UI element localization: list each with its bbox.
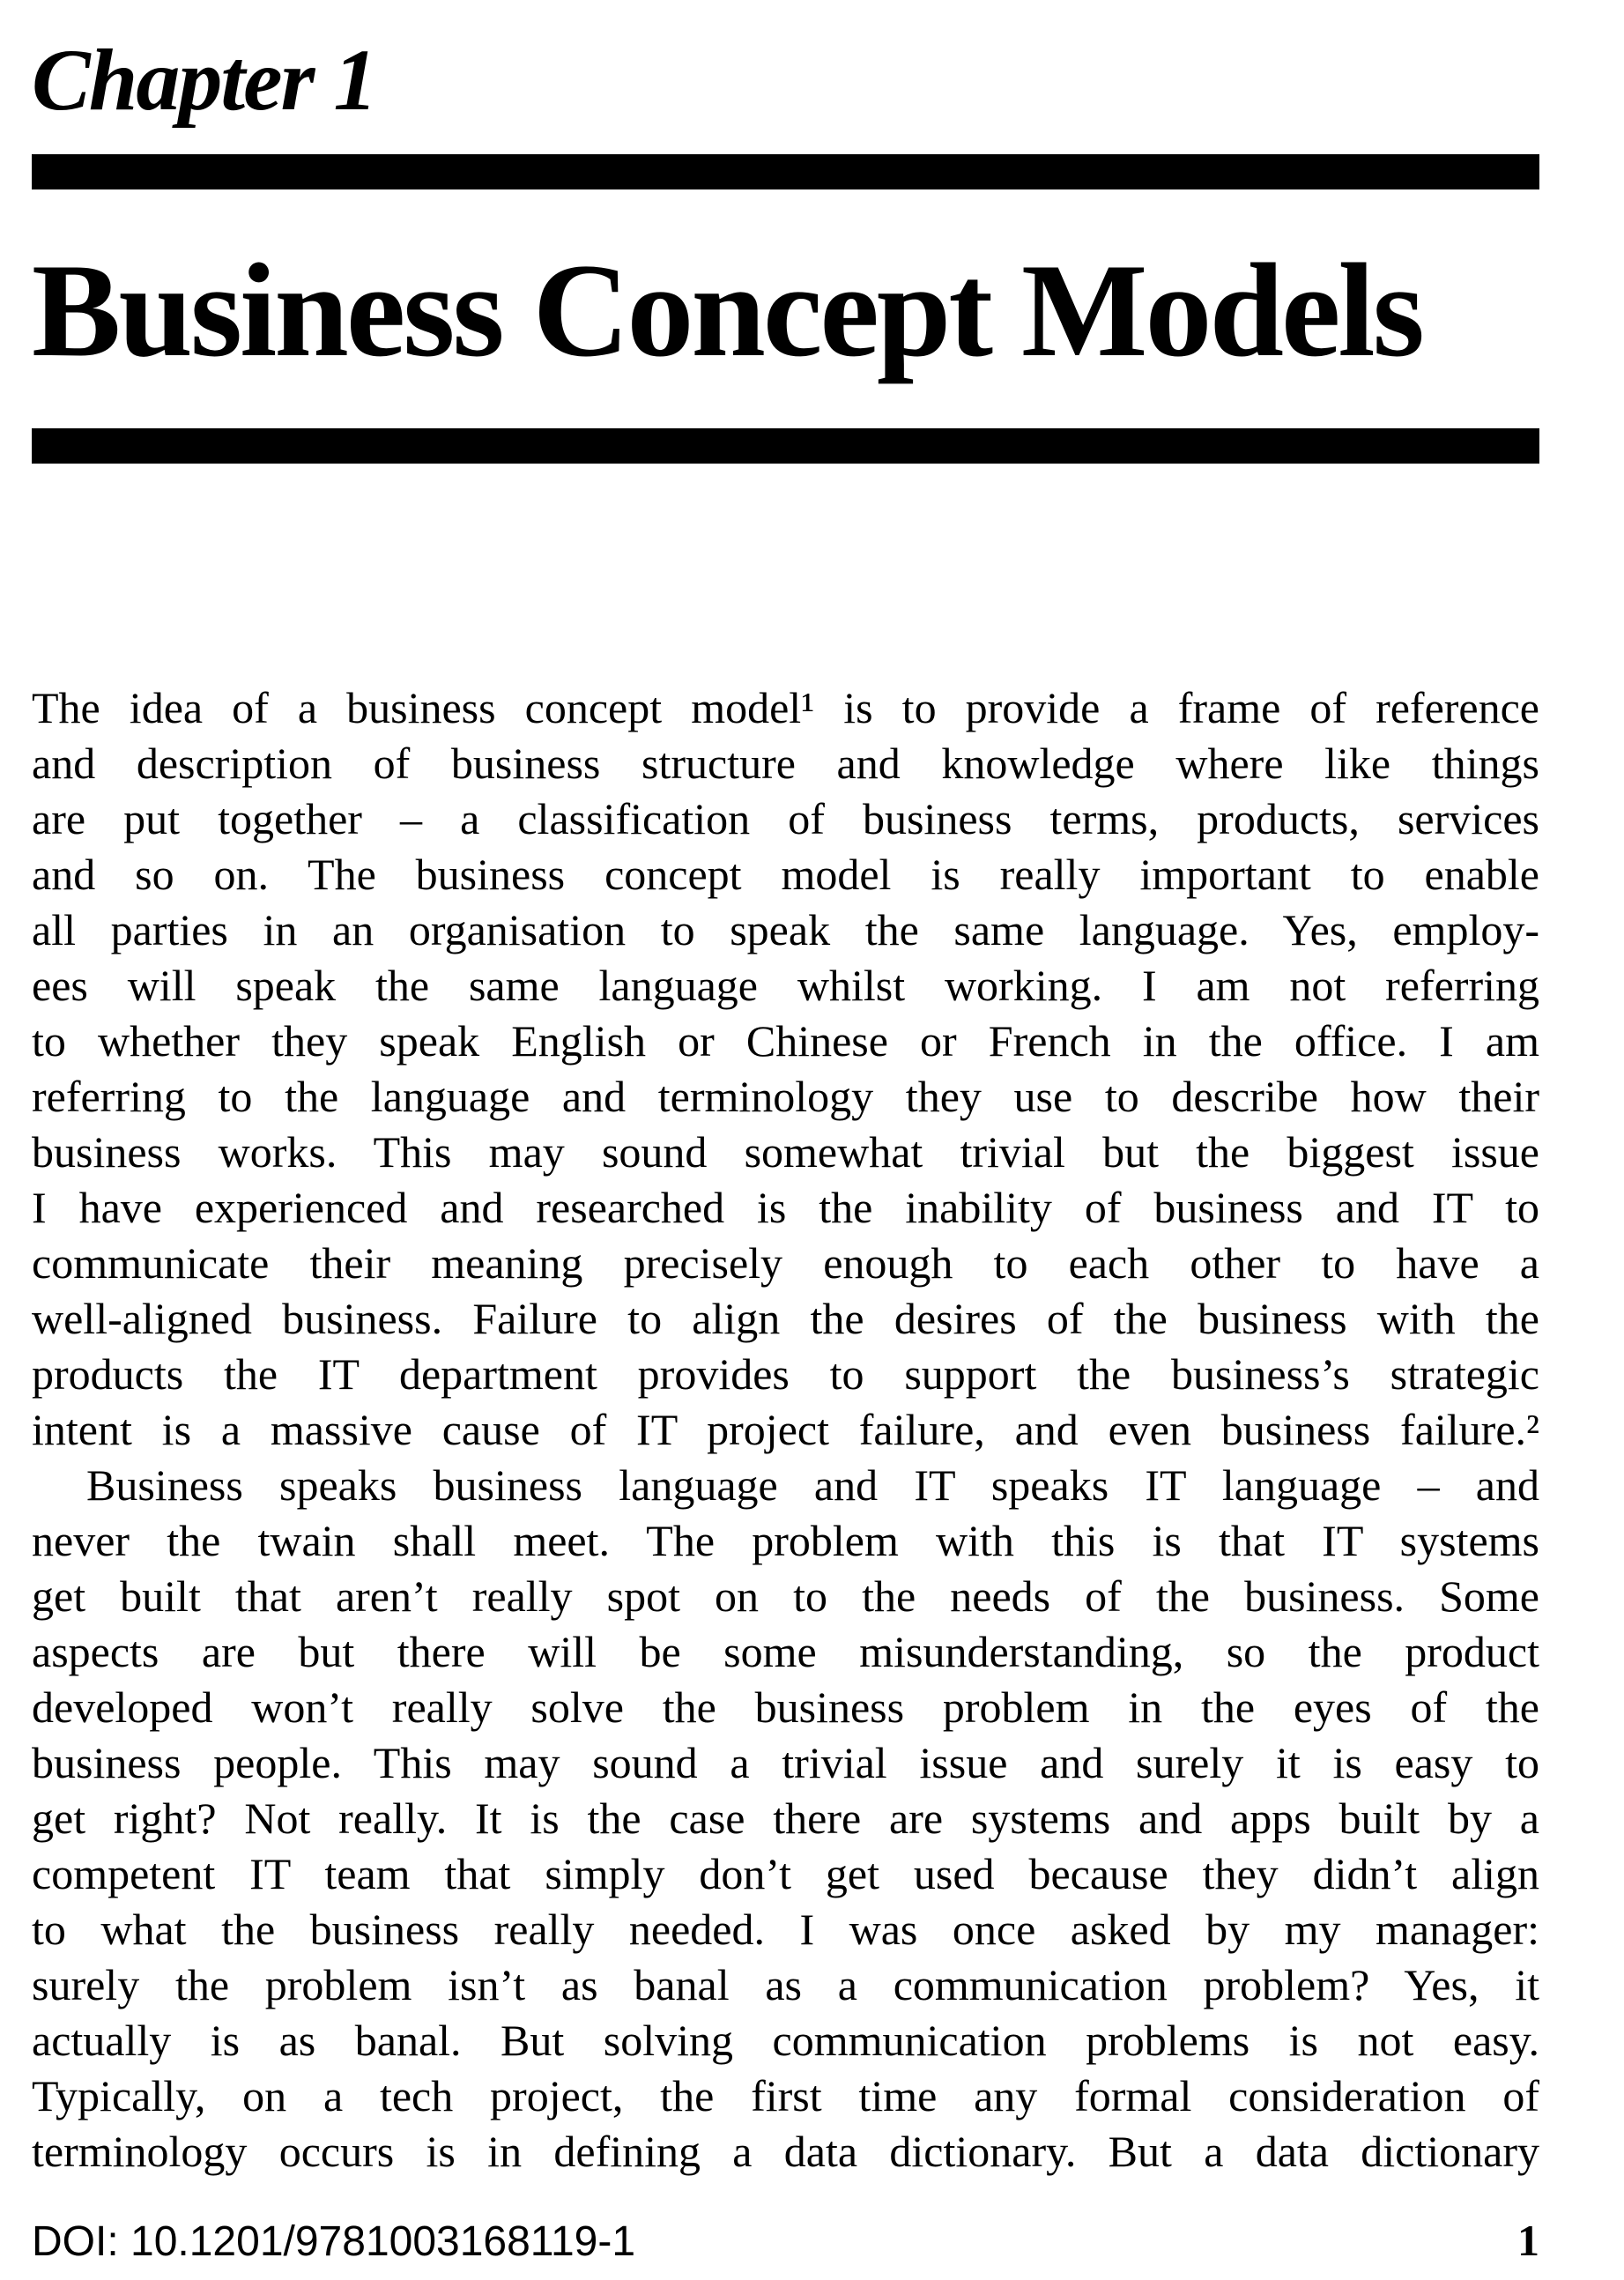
- page-title: Business Concept Models: [32, 236, 1422, 384]
- text-line: I have experienced and researched is the inability of business and IT to: [32, 1183, 1539, 1233]
- text-line: get built that aren’t really spot on to the needs of the business. Some: [32, 1571, 1539, 1622]
- text-line: referring to the language and terminology they use to describe how their: [32, 1072, 1539, 1122]
- text-line: Business speaks business language and IT speaks IT language – and: [86, 1460, 1539, 1511]
- page-number: 1: [1517, 2216, 1539, 2265]
- text-line: developed won’t really solve the business problem in the eyes of the: [32, 1682, 1539, 1733]
- body-text: [32, 680, 1539, 2180]
- paragraph: [32, 680, 1539, 1458]
- text-line: well-aligned business. Failure to align the desires of the business with the: [32, 1294, 1539, 1344]
- text-line: terminology occurs is in defining a data dictionary. But a data dictionary: [32, 2127, 1539, 2177]
- text-line: products the IT department provides to support the business’s strategic: [32, 1349, 1539, 1400]
- text-line: are put together – a classification of business terms, products, services: [32, 794, 1539, 844]
- text-line: business works. This may sound somewhat trivial but the biggest issue: [32, 1127, 1539, 1177]
- text-line: all parties in an organisation to speak the same language. Yes, employ-: [32, 905, 1539, 955]
- text-line: Typically, on a tech project, the first time any formal consideration of: [32, 2071, 1539, 2121]
- text-line: business people. This may sound a trivial issue and surely it is easy to: [32, 1738, 1539, 1788]
- text-line: ees will speak the same language whilst working. I am not referring: [32, 961, 1539, 1011]
- text-line: competent IT team that simply don’t get used because they didn’t align: [32, 1849, 1539, 1899]
- doi-text: DOI: 10.1201/9781003168119-1: [32, 2218, 636, 2265]
- text-line: to what the business really needed. I was once asked by my manager:: [32, 1905, 1539, 1955]
- text-line: surely the problem isn’t as banal as a communication problem? Yes, it: [32, 1960, 1539, 2010]
- text-line: to whether they speak English or Chinese or French in the office. I am: [32, 1016, 1539, 1066]
- text-line: actually is as banal. But solving communication problems is not easy.: [32, 2016, 1539, 2066]
- text-line: get right? Not really. It is the case there are systems and apps built by a: [32, 1794, 1539, 1844]
- text-line: intent is a massive cause of IT project failure, and even business failure.²: [32, 1405, 1539, 1455]
- page-footer: [32, 2215, 1539, 2266]
- text-line: and description of business structure and knowledge where like things: [32, 739, 1539, 789]
- divider-rule-top: [32, 154, 1539, 189]
- text-line: never the twain shall meet. The problem with this is that IT systems: [32, 1516, 1539, 1566]
- text-line: communicate their meaning precisely enough to each other to have a: [32, 1238, 1539, 1289]
- text-line: and so on. The business concept model is really important to enable: [32, 850, 1539, 900]
- text-line: The idea of a business concept model¹ is to provide a frame of reference: [32, 683, 1539, 733]
- chapter-label: Chapter 1: [32, 31, 376, 129]
- divider-rule-bottom: [32, 428, 1539, 464]
- paragraph: [32, 1458, 1539, 2180]
- text-line: aspects are but there will be some misunderstanding, so the product: [32, 1627, 1539, 1677]
